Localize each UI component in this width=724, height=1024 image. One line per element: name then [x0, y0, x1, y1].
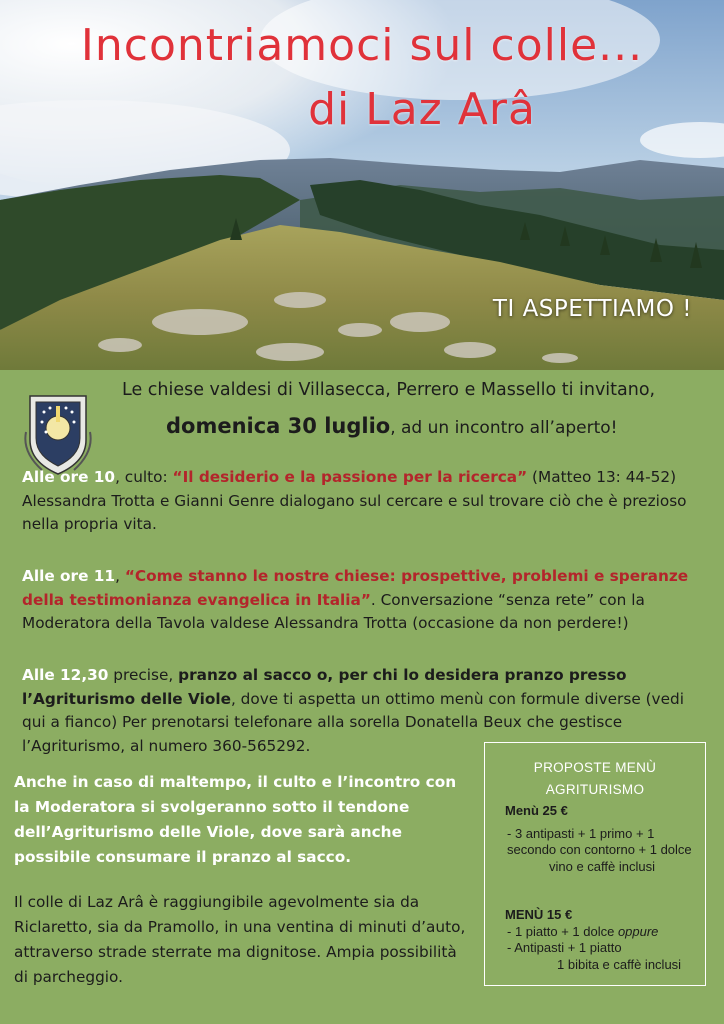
hero-banner	[0, 0, 724, 370]
schedule-time: Alle ore 10	[22, 468, 116, 486]
menu-option-head: MENÙ 15 €	[505, 907, 573, 922]
schedule-body: . Conversazione “senza rete” con la Moderatora della Tavola valdese Alessandra Trotta (occasione da non perdere!)	[22, 590, 645, 632]
menu-box	[484, 742, 706, 986]
schedule-time: Alle ore 11	[22, 567, 116, 585]
intro-date-line	[122, 414, 712, 438]
schedule-highlight: “Come stanno le nostre chiese: prospettive, problemi e speranze della testimonianza evangelica in Italia”	[22, 567, 689, 609]
title-line-2: di Laz Arâ	[308, 84, 536, 135]
tagline: TI ASPETTIAMO !	[492, 296, 692, 322]
access-note: Il colle di Laz Arâ è raggiungibile agevolmente sia da Riclaretto, sia da Pramollo, in una ventina di minuti d’auto, attraverso strade sterrate ma dignitose. Ampia possibilità di parcheggio.	[14, 893, 466, 986]
waldensian-church-emblem-icon	[22, 392, 94, 476]
menu-option-line: 1 bibita e caffè inclusi	[557, 956, 682, 972]
menu-option-line	[505, 924, 701, 941]
menu-option-15	[505, 907, 701, 973]
menu-option-line: - Antipasti + 1 piatto	[507, 940, 622, 955]
schedule-bold: pranzo al sacco o, per chi lo desidera pranzo presso l’Agriturismo delle Viole	[22, 666, 627, 708]
menu-option-line: vino e caffè inclusi	[549, 858, 655, 874]
menu-option-line: - 3 antipasti + 1 primo + 1 secondo con contorno + 1 dolce	[507, 825, 692, 857]
schedule-highlight: “Il desiderio e la passione per la ricerca”	[172, 468, 528, 486]
menu-option-25	[505, 803, 701, 875]
weather-note: Anche in caso di maltempo, il culto e l’incontro con la Moderatora si svolgeranno sotto il tendone dell’Agriturismo delle Viole, dove sarà anche possibile consumare il pranzo al sacco.	[14, 773, 457, 866]
schedule-body: Alessandra Trotta e Gianni Genre dialogano sul cercare e sul trovare ciò che è prezioso nella propria vita.	[22, 491, 687, 533]
menu-title-line1: PROPOSTE MENÙ	[533, 760, 657, 775]
flyer-body	[0, 370, 724, 1024]
title-line-1: Incontriamoci sul colle...	[80, 20, 644, 71]
menu-title	[485, 757, 705, 801]
menu-option-text: - 1 piatto + 1 dolce	[507, 923, 618, 939]
menu-option-head: Menù 25 €	[505, 803, 568, 818]
schedule-item-10	[22, 466, 706, 537]
schedule-sep: ,	[115, 567, 125, 585]
schedule-time: Alle 12,30	[22, 666, 109, 684]
menu-option-oppure: oppure	[617, 923, 659, 939]
intro-text	[122, 380, 712, 438]
intro-line: Le chiese valdesi di Villasecca, Perrero e Massello ti invitano,	[122, 380, 656, 400]
schedule-body: , dove ti aspetta un ottimo menù con formule diverse (vedi qui a fianco) Per prenotarsi telefonare alla sorella Donatella Beux che gestisce l’Agriturismo, al numero 360-565292.	[22, 689, 684, 755]
schedule-sep: precise,	[108, 666, 179, 684]
schedule-item-11	[22, 565, 706, 636]
event-date: domenica 30 luglio	[166, 414, 391, 438]
schedule-ref: (Matteo 13: 44-52)	[527, 468, 677, 486]
schedule-sep: , culto:	[115, 468, 173, 486]
menu-title-line2: AGRITURISMO	[545, 782, 645, 797]
event-date-rest: , ad un incontro all’aperto!	[390, 418, 618, 438]
